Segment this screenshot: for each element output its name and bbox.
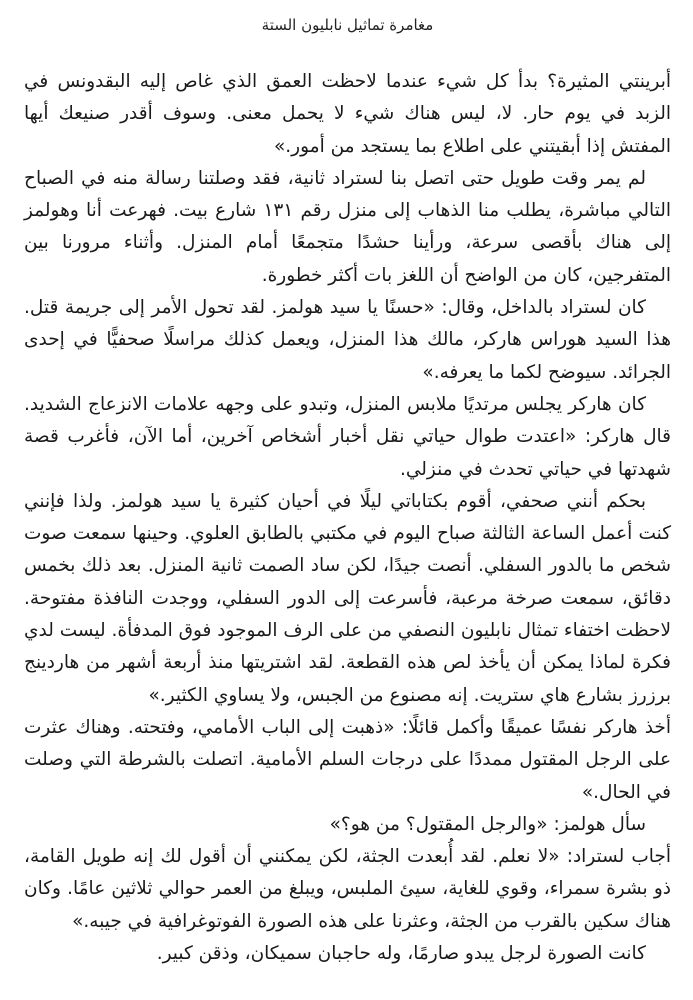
- paragraph: كان هاركر يجلس مرتديًا ملابس المنزل، وتبدو على وجهه علامات الانزعاج الشديد. قال هاركر: «اعتدت طوال حياتي نقل أخبار أشخاص آخرين، أما الآن، فأغرب قصة شهدتها في حياتي تحدث في منزلي.: [24, 393, 671, 480]
- paragraph: أخذ هاركر نفسًا عميقًا وأكمل قائلًا: «ذهبت إلى الباب الأمامي، وفتحته. وهناك عثرت على الرجل المقتول ممددًا على درجات السلم الأمامية. اتصلت بالشرطة التي وصلت في الحال.»: [24, 716, 671, 803]
- paragraph: كان لستراد بالداخل، وقال: «حسنًا يا سيد هولمز. لقد تحول الأمر إلى جريمة قتل. هذا السيد هوراس هاركر، مالك هذا المنزل، ويعمل كذلك مراسلًا صحفيًّا في إحدى الجرائد. سيوضح لكما ما يعرفه.»: [24, 297, 671, 383]
- body-text: [24, 66, 671, 970]
- paragraph: أبرينتي المثيرة؟ بدأ كل شيء عندما لاحظت العمق الذي غاص إليه البقدونس في الزبد في يوم حار. لا، ليس هناك شيء لا يحمل معنى. وسوف أقدر صنيعك أيها المفتش إذا أبقيتني على اطلاع بما يستجد من أمور.»: [24, 71, 671, 157]
- paragraph: سأل هولمز: «والرجل المقتول؟ من هو؟»: [329, 813, 646, 835]
- paragraph: كانت الصورة لرجل يبدو صارمًا، وله حاجبان سميكان، وذقن كبير.: [156, 943, 646, 965]
- paragraph: لم يمر وقت طويل حتى اتصل بنا لستراد ثانية، فقد وصلتنا رسالة منه في الصباح التالي مباشرة، يطلب منا الذهاب إلى منزل رقم ١٣١ شارع بيت. فهرعت أنا وهولمز إلى هناك بأقصى سرعة، ورأينا حشدًا متجمعًا أمام المنزل. وأثناء مرورنا بين المتفرجين، كان من الواضح أن اللغز بات أكثر خطورة.: [24, 167, 671, 286]
- paragraph: بحكم أنني صحفي، أقوم بكتاباتي ليلًا في أحيان كثيرة يا سيد هولمز. ولذا فإنني كنت أعمل الساعة الثالثة صباح اليوم في مكتبي بالطابق العلوي. وحينها سمعت صوت شخص ما بالدور السفلي. أنصت جيدًا، لكن ساد الصمت ثانية المنزل. بعد ذلك بخمس دقائق، سمعت صرخة مرعبة، فأسرعت إلى الدور السفلي، ووجدت النافذة مفتوحة. لاحظت اختفاء تمثال نابليون النصفي من على الرف الموجود فوق المدفأة. ليست لدي فكرة لماذا يمكن أن يأخذ لص هذه القطعة. لقد اشتريتها منذ أربعة أشهر من هاردينج برزرز بشارع هاي ستريت. إنه مصنوع من الجبس، ولا يساوي الكثير.»: [24, 490, 671, 706]
- running-header: مغامرة تماثيل نابليون الستة: [261, 16, 434, 34]
- paragraph: أجاب لستراد: «لا نعلم. لقد أُبعدت الجثة، لكن يمكنني أن أقول لك إنه طويل القامة، ذو بشرة سمراء، وقوي للغاية، سيئ الملبس، ويبلغ من العمر حوالي ثلاثين عامًا. وكان هناك سكين بالقرب من الجثة، وعثرنا على هذه الصورة الفوتوغرافية في جيبه.»: [24, 846, 671, 932]
